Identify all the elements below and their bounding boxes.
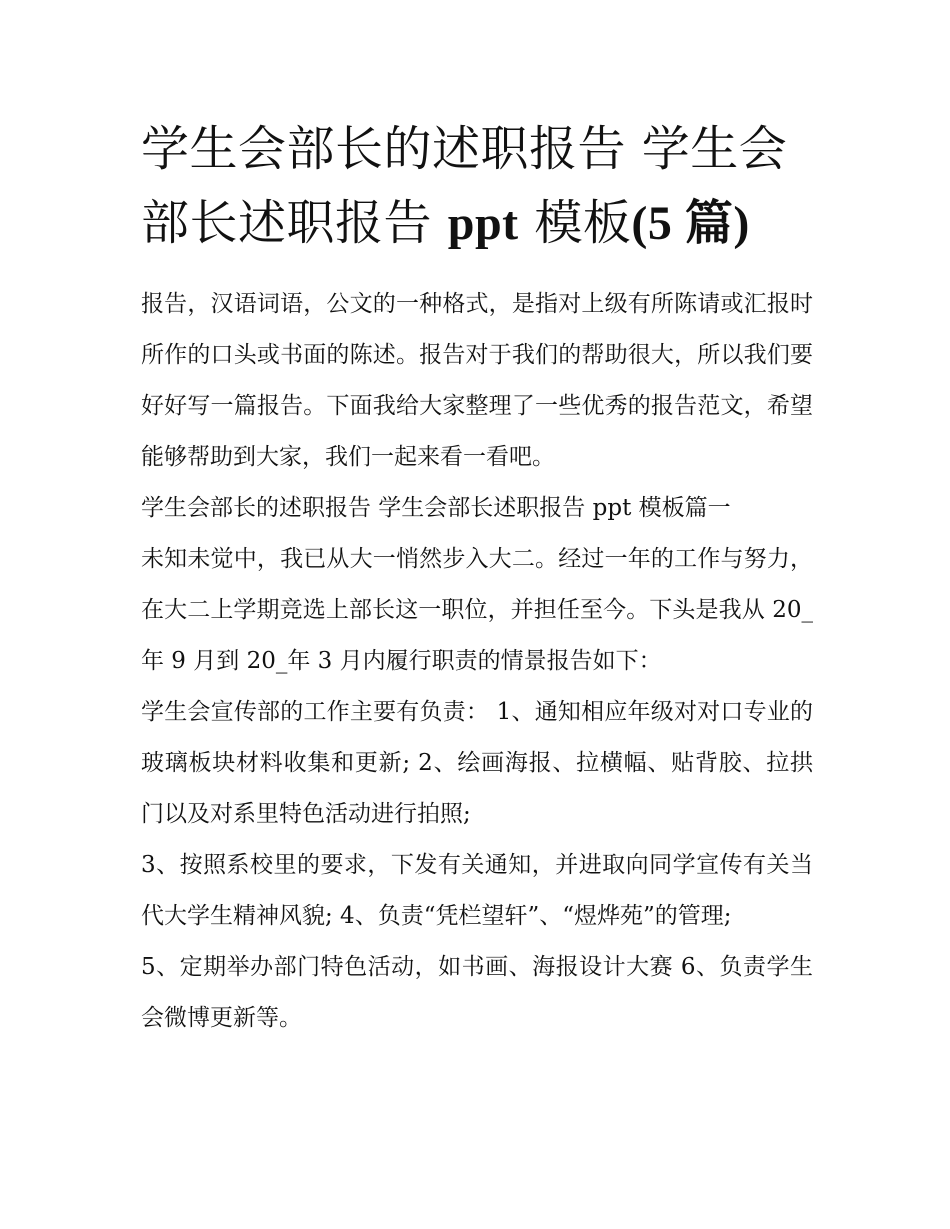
- body-paragraph: 3、按照系校里的要求，下发有关通知，并进取向同学宣传有关当代大学生精神风貌; 4、负责“凭栏望轩”、“煜烨苑”的管理;: [141, 852, 813, 929]
- document-title: [141, 112, 813, 261]
- title-text-part1: 学生会部长的述职报告 学生会部长述职报告: [141, 121, 788, 251]
- title-ppt: ppt: [447, 197, 519, 250]
- document-body: [141, 279, 813, 1044]
- title-count: (5 篇): [631, 197, 750, 250]
- body-paragraph: 5、定期举办部门特色活动，如书画、海报设计大赛 6、负责学生会微博更新等。: [141, 954, 813, 1031]
- body-paragraph: 学生会宣传部的工作主要有负责： 1、通知相应年级对对口专业的玻璃板块材料收集和更新; 2、绘画海报、拉横幅、贴背胶、拉拱门以及对系里特色活动进行拍照;: [141, 699, 813, 827]
- document-page: [141, 112, 813, 1044]
- body-paragraph: 未知未觉中，我已从大一悄然步入大二。经过一年的工作与努力，在大二上学期竞选上部长这一职位，并担任至今。下头是我从 20_年 9 月到 20_年 3 月内履行职责的情景报告如下：: [141, 546, 813, 674]
- title-text-part2: 模板: [518, 195, 632, 251]
- intro-paragraph: 报告，汉语词语，公文的一种格式，是指对上级有所陈请或汇报时所作的口头或书面的陈述。报告对于我们的帮助很大，所以我们要好好写一篇报告。下面我给大家整理了一些优秀的报告范文，希望能够帮助到大家，我们一起来看一看吧。: [141, 291, 813, 470]
- section-heading: 学生会部长的述职报告 学生会部长述职报告 ppt 模板篇一: [141, 495, 731, 521]
